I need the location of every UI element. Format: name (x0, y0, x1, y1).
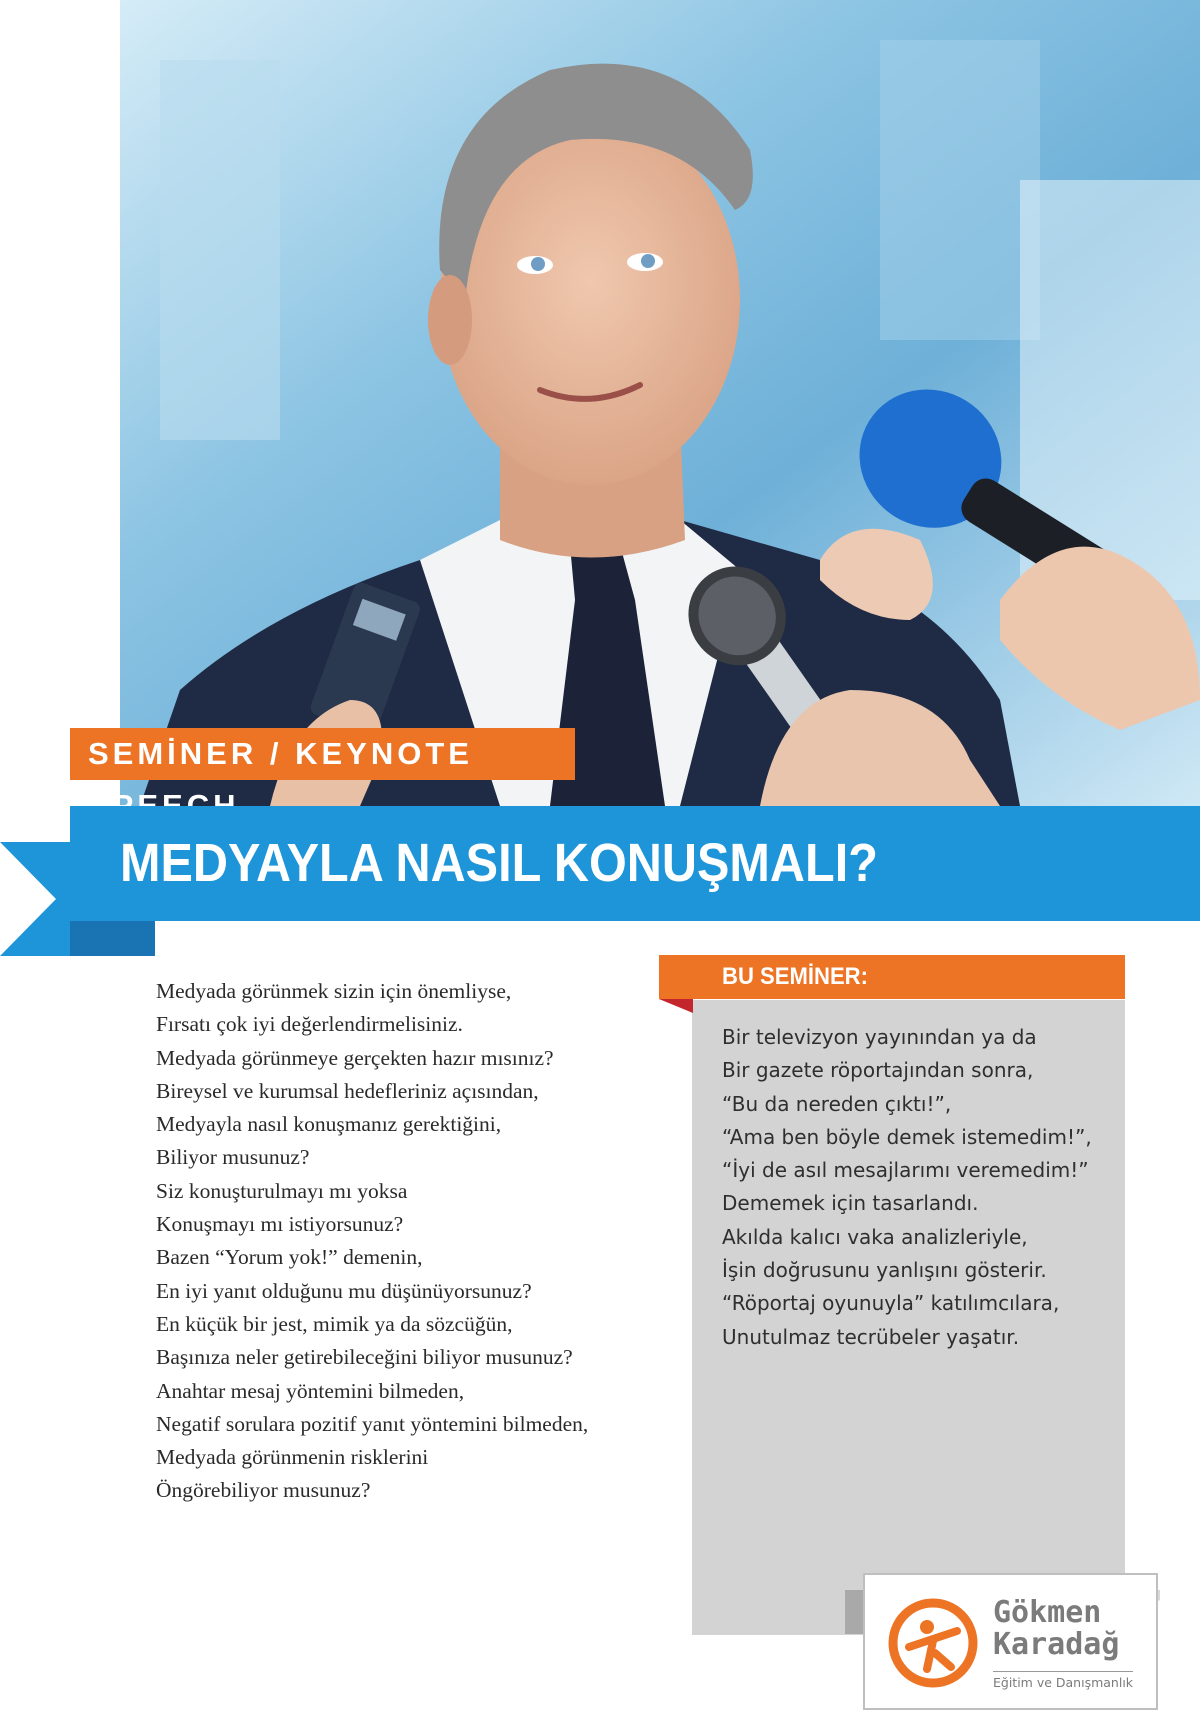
seminar-line: Bir televizyon yayınından ya da (722, 1025, 1037, 1049)
intro-line: Öngörebiliyor musunuz? (156, 1478, 371, 1503)
intro-line: En küçük bir jest, mimik ya da sözcüğün, (156, 1311, 513, 1336)
seminar-box-header (659, 955, 1125, 999)
company-logo (863, 1573, 1158, 1710)
logo-subtitle: Eğitim ve Danışmanlık (993, 1675, 1134, 1690)
orange-circle-figure-icon (887, 1597, 979, 1689)
logo-wordmark (993, 1597, 1119, 1661)
intro-line: Siz konuşturulmayı mı yoksa (156, 1178, 408, 1203)
logo-name-line1: Gökmen (993, 1595, 1102, 1630)
seminar-line: “Röportaj oyunuyla” katılımcılara, (722, 1291, 1060, 1316)
intro-line: Fırsatı çok iyi değerlendirmelisiniz. (156, 1012, 463, 1037)
seminar-box-list (722, 1021, 1122, 1354)
intro-line: Negatif sorulara pozitif yanıt yöntemini bilmeden, (156, 1411, 589, 1436)
intro-line: Bazen “Yorum yok!” demenin, (156, 1245, 423, 1270)
logo-divider (993, 1671, 1133, 1672)
hero-photo (120, 0, 1200, 806)
seminar-line: Akılda kalıcı vaka analizleriyle, (722, 1224, 1028, 1249)
seminar-line: “Ama ben böyle demek istemedim!”, (722, 1124, 1092, 1149)
intro-line: Medyada görünmeye gerçekten hazır mısınız? (156, 1045, 554, 1070)
seminar-line: Bir gazete röportajından sonra, (722, 1058, 1034, 1083)
intro-line: Medyada görünmek sizin için önemliyse, (156, 979, 512, 1003)
intro-line: En iyi yanıt olduğunu mu düşünüyorsunuz? (156, 1278, 532, 1303)
speaker-with-microphones-illustration (120, 0, 1200, 806)
seminar-box-heading: BU SEMİNER: (722, 963, 868, 990)
seminar-line: “Bu da nereden çıktı!”, (722, 1091, 952, 1116)
seminar-line: Dememek için tasarlandı. (722, 1191, 979, 1216)
seminar-line: Unutulmaz tecrübeler yaşatır. (722, 1324, 1020, 1349)
intro-text (156, 975, 676, 1508)
intro-line: Medyayla nasıl konuşmanız gerektiğini, (156, 1112, 502, 1137)
intro-line: Medyada görünmenin risklerini (156, 1445, 429, 1470)
intro-line: Biliyor musunuz? (156, 1145, 310, 1170)
intro-line: Konuşmayı mı istiyorsunuz? (156, 1212, 404, 1237)
intro-line: Başınıza neler getirebileceğini biliyor musunuz? (156, 1345, 573, 1370)
intro-line: Bireysel ve kurumsal hedefleriniz açısından, (156, 1078, 539, 1103)
page-title: MEDYAYLA NASIL KONUŞMALI? (120, 833, 878, 893)
category-tag: SEMİNER / KEYNOTE (70, 728, 575, 780)
logo-name-line2: Karadağ (993, 1627, 1120, 1662)
title-banner (70, 806, 1200, 921)
intro-line: Anahtar mesaj yöntemini bilmeden, (156, 1378, 465, 1403)
seminar-line: “İyi de asıl mesajlarımı veremedim!” (722, 1158, 1089, 1183)
seminar-line: İşin doğrusunu yanlışını gösterir. (722, 1258, 1047, 1283)
header-fold-corner (659, 999, 693, 1013)
